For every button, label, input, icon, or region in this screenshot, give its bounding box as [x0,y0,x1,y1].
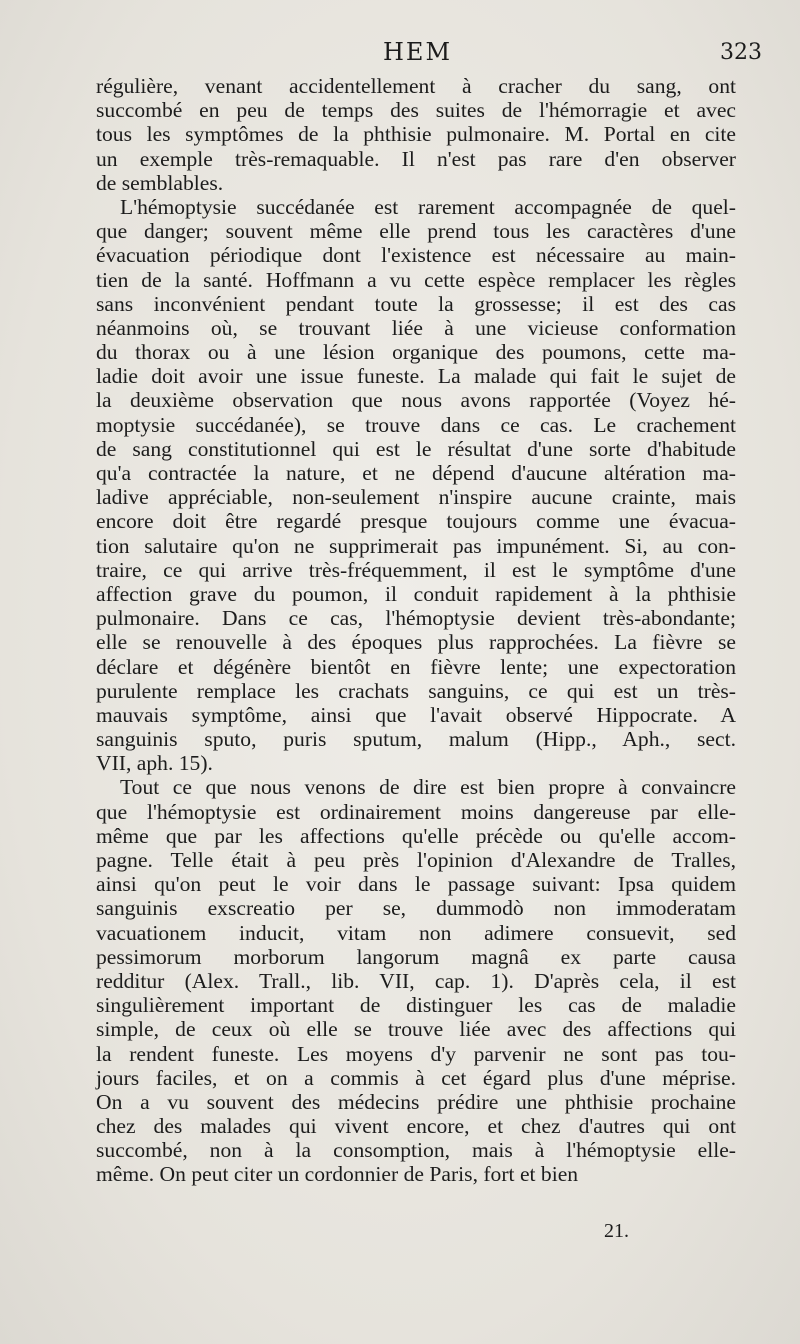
text-line: que danger; souvent même elle prend tous les caractères d'une [96,219,736,244]
text-line: encore doit être regardé presque toujours comme une évacua- [96,509,736,534]
running-head: HEM [383,38,453,66]
text-line: elle se renouvelle à des époques plus rapprochées. La fièvre se [96,630,736,655]
text-line: même. On peut citer un cordonnier de Paris, fort et bien [96,1162,579,1187]
text-line: sanguinis sputo, puris sputum, malum (Hipp., Aph., sect. [96,727,736,752]
text-line: ladie doit avoir une issue funeste. La malade qui fait le sujet de [96,364,736,389]
text-line: tien de la santé. Hoffmann a vu cette espèce remplacer les règles [96,267,736,292]
text-line: purulente remplace les crachats sanguins, ce qui est un très- [96,678,736,703]
text-line: L'hémoptysie succédanée est rarement accompagnée de quel- [120,194,736,219]
text-line: même que par les affections qu'elle précède ou qu'elle accom- [96,823,736,848]
text-line: singulièrement important de distinguer les cas de maladie [96,993,736,1018]
text-line: moptysie succédanée), se trouve dans ce cas. Le crachement [96,412,736,437]
text-line: qu'a contractée la nature, et ne dépend d'aucune altération ma- [96,461,736,485]
text-line: la deuxième observation que nous avons rapportée (Voyez hé- [96,388,736,413]
text-line: un exemple très-remaquable. Il n'est pas rare d'en observer [96,146,736,171]
text-line: pagne. Telle était à peu près l'opinion d'Alexandre de Tralles, [96,848,736,872]
text-line: chez des malades qui vivent encore, et chez d'autres qui ont [96,1114,736,1139]
text-line: du thorax ou à une lésion organique des poumons, cette ma- [96,340,736,365]
text-line: néanmoins où, se trouvant liée à une vicieuse conformation [96,315,736,340]
text-line: succombé en peu de temps des suites de l'hémorragie et avec [96,98,736,123]
text-line: pessimorum morborum langorum magnâ ex parte causa [96,944,736,969]
text-line: que l'hémoptysie est ordinairement moins dangereuse par elle- [96,799,736,824]
text-line: régulière, venant accidentellement à cracher du sang, ont [96,74,736,98]
text-line: traire, ce qui arrive très-fréquemment, il est le symptôme d'une [96,557,736,582]
text-line: tion salutaire qu'on ne supprimerait pas impunément. Si, au con- [96,533,736,558]
page-header [0,36,800,76]
text-line: évacuation périodique dont l'existence est nécessaire au main- [96,243,736,268]
text-line: de sang constitutionnel qui est le résultat d'une sorte d'habitude [96,436,736,461]
text-line: Tout ce que nous venons de dire est bien propre à convaincre [120,775,736,800]
text-line: de semblables. [96,170,224,195]
text-line: vacuationem inducit, vitam non adimere consuevit, sed [96,920,736,945]
text-line: On a vu souvent des médecins prédire une phthisie prochaine [96,1089,736,1114]
text-line: VII, aph. 15). [96,751,213,776]
text-line: la rendent funeste. Les moyens d'y parvenir ne sont pas tou- [96,1041,736,1066]
text-line: déclare et dégénère bientôt en fièvre lente; une expectoration [96,654,736,679]
text-line: affection grave du poumon, il conduit rapidement à la phthisie [96,581,736,606]
text-line: redditur (Alex. Trall., lib. VII, cap. 1). D'après cela, il est [96,968,736,993]
text-line: simple, de ceux où elle se trouve liée avec des affections qui [96,1017,736,1042]
signature-mark: 21. [604,1220,629,1242]
text-line: ainsi qu'on peut le voir dans le passage suivant: Ipsa quidem [96,872,736,897]
text-line: succombé, non à la consomption, mais à l'hémoptysie elle- [96,1138,736,1163]
text-line: tous les symptômes de la phthisie pulmonaire. M. Portal en cite [96,122,736,147]
body-text [96,74,736,1187]
page-number: 323 [720,40,762,65]
text-line: sans inconvénient pendant toute la grossesse; il est des cas [96,291,736,316]
text-line: pulmonaire. Dans ce cas, l'hémoptysie devient très-abondante; [96,606,736,631]
text-line: mauvais symptôme, ainsi que l'avait observé Hippocrate. A [96,702,736,727]
text-line: ladive appréciable, non-seulement n'inspire aucune crainte, mais [96,485,736,510]
text-line: jours faciles, et on a commis à cet égard plus d'une méprise. [96,1065,736,1090]
text-line: sanguinis exscreatio per se, dummodò non immoderatam [96,896,736,921]
